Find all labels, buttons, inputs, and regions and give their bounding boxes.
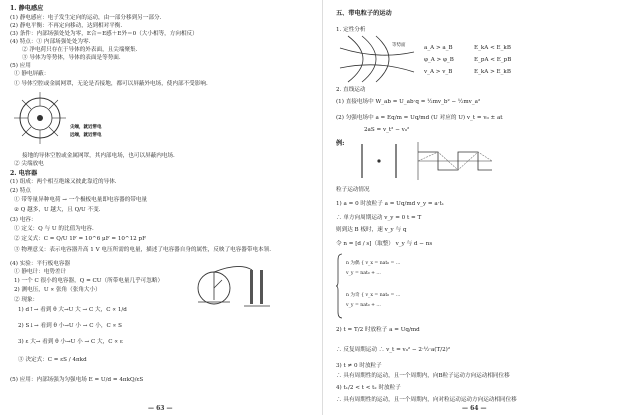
text-line: (2) 静电平衡：不再定向移动，达到相对平衡. <box>10 23 123 29</box>
heading-capacitor: 2. 电容器 <box>10 170 38 177</box>
text-line: ③ 导体为等势体，导体的表面是等势面. <box>22 55 121 61</box>
text-line: 2aS = v_t² − v₀² <box>364 127 410 133</box>
text-line: ① 定义：Q 与 U 的比值为电容. <box>14 226 94 232</box>
text-line: (4) 实验：平行板电容器 <box>10 261 71 267</box>
text-line: ② 定义式：C = Q/U 1F = 10^6 μF = 10^12 pF <box>14 236 146 242</box>
svg-text:n 为奇 { v_x = nat₀ = ...: n 为奇 { v_x = nat₀ = ... <box>346 293 401 298</box>
text-line: (1) 组成：两个相互绝缘又彼此靠近的导体. <box>10 179 117 185</box>
svg-text:v_y = nat₀ + ...: v_y = nat₀ + ... <box>346 271 381 276</box>
figure-label: 远端，就近带电 <box>70 133 102 138</box>
text-line: 1) 一个 C 很小的电容器，Q = CU（所带电量几乎可忽略） <box>14 278 164 284</box>
text-line: ∴ 反复周期运动 ∴ v_t = v₀² − 2·½·a(T/2)² <box>336 347 451 353</box>
text-line: 2) 测电压，U ∝ 张角（张角大小） <box>14 287 101 293</box>
equation: a_A > a_B <box>424 45 453 51</box>
equation: φ_A > φ_B <box>424 57 454 63</box>
equation: v_A > v_B <box>424 69 453 75</box>
svg-text:n 为偶 { v_x = nat₀ = ...: n 为偶 { v_x = nat₀ = ... <box>346 261 401 266</box>
right-page <box>324 0 640 415</box>
page-number: — 63 — <box>148 405 173 412</box>
text-line: ② 净电荷只存在于导体的外表面，且尖端聚集. <box>22 47 138 53</box>
field-lines-diagram <box>338 34 418 84</box>
equation: E_pA < E_pB <box>474 57 512 63</box>
text-line: 粒子运动情况 <box>336 187 370 193</box>
text-line: ∴ 单方向周期运动 v_y = 0 t = T <box>336 215 422 221</box>
electroscope-capacitor-diagram <box>190 262 280 310</box>
text-line: 2) t = T/2 时放粒子 a = Uq/md <box>336 327 420 333</box>
text-line: (3) 条件：内部场强处处为零，E合＝E感＋E外＝0（大小相等，方向相反） <box>10 31 198 37</box>
equation: E_kA < E_kB <box>474 45 511 51</box>
figure-label: 等势面 <box>392 43 406 48</box>
page-number: — 64 — <box>462 405 487 412</box>
text-line: (2) 特点 <box>10 188 31 194</box>
text-line: 1. 定性分析 <box>336 27 366 33</box>
svg-text:v_y = nat₀ + ...: v_y = nat₀ + ... <box>346 303 381 308</box>
text-line: ∴ 具有周期性的运动，且一个周期内，向对粒运动运动方向运动相同位移 <box>336 397 517 403</box>
text-line: (4) 特点：① 内部场强处处为零. <box>10 39 91 45</box>
text-line: 则到达 B 板时，速 v_y 与 q <box>336 227 407 233</box>
heading-electrostatic-induction: 1. 静电感应 <box>10 5 44 12</box>
text-line: ① 静电计：电势差计 <box>14 269 67 275</box>
text-line: ② 现象： <box>14 297 39 303</box>
text-line: ② 尖端放电 <box>14 161 44 167</box>
cases-bracket <box>336 252 476 320</box>
text-line: 接地的导体空腔或金属网罩，其内部电场，也可以屏蔽内电场. <box>22 153 175 159</box>
electrostatic-shield-diagram <box>14 92 134 146</box>
text-line: 2) S↓→ 看到 θ 小→U 小 → C 小，C ∝ S <box>18 323 122 329</box>
equation: E_kA > E_kB <box>474 69 511 75</box>
text-line: 1) a = 0 时放粒子 a = Uq/md v_y = a·t₁ <box>336 201 444 207</box>
heading-charged-particle-motion: 五、带电粒子的运动 <box>336 10 392 17</box>
text-line: ① 静电屏蔽： <box>14 71 50 77</box>
text-line: 3) t ≠ 0 时放粒子 <box>336 363 382 369</box>
figure-label: 尖端，就近带电 <box>70 125 102 130</box>
text-line: ① 带等量异种电荷 → 一个极板电量即电容器的带电量 <box>14 197 148 203</box>
text-line: (5) 应用 <box>10 63 31 69</box>
text-line: 2. 直线运动 <box>336 87 366 93</box>
text-line: (1) 直接电场中 W_ab = U_ab·q = ½mv_b² − ½mv_a² <box>336 99 481 105</box>
example-diagram <box>346 140 496 182</box>
text-line: ∴ 具有周期性的运动，且一个周期内，向B粒子运动方向运动相同位移 <box>336 373 510 379</box>
text-line: ③ 物理意义：表示电容器升高 1 V 电压所需的电量，描述了电容器自身的属性，反映了电容器带电本领. <box>14 247 272 253</box>
text-line: (3) 电容： <box>10 217 37 223</box>
example-label: 例: <box>336 140 345 147</box>
text-line: ① 导体空腔或金属网罩，无论是否接地，都可以屏蔽外电场，使内部不受影响. <box>14 81 208 87</box>
text-line: ③ 决定式：C = εS / 4πkd <box>18 357 87 363</box>
text-line: (1) 静电感应：电子发生定向的运动，由一部分移到另一部分. <box>10 15 162 21</box>
text-line: ② Q 越多，U 越大，且 Q/U 不变. <box>14 207 101 213</box>
text-line: 令 n = [d / s]（取整） v_y 与 d − ns <box>336 241 433 247</box>
text-line: 4) t₁/2 < t < t₂ 时放粒子 <box>336 385 401 391</box>
text-line: (5) 应用：内部场强为匀强电场 E = U/d = 4πkQ/εS <box>10 377 144 383</box>
text-line: (2) 匀强电场中 a = Eq/m = Uq/md (U 对应的 U) v_t = v₀ ± at <box>336 115 503 121</box>
text-line: 1) d↑→ 看到 θ 大→U 大 → C 大，C ∝ 1/d <box>18 307 127 313</box>
text-line: 3) ε 大→ 看到 θ 小→U 小 → C 大，C ∝ ε <box>18 339 123 345</box>
